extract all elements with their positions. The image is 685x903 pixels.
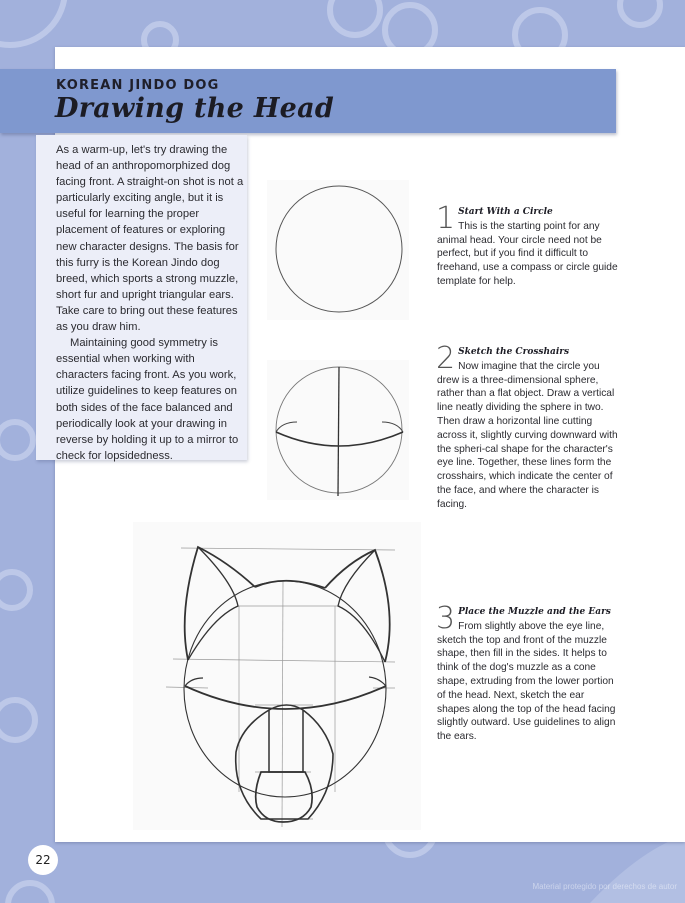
eye-line-back-right: [369, 677, 386, 686]
head-circle: [184, 581, 386, 797]
intro-text: [56, 142, 246, 464]
intro-paragraph: As a warm-up, let's try drawing the head of an anthropomorphized dog facing front. A straight-on shot is not a particularly exciting angle, but it is useful for learning the proper placement of features or exploring new character designs. The basis for this furry is the Korean Jindo dog breed, which sports a strong muzzle, short fur and upright triangular ears. Take care to bring out these features as you draw him.: [56, 144, 244, 334]
left-ear: [185, 547, 255, 660]
head-circle: [276, 186, 402, 312]
decorative-ring: [620, 0, 660, 25]
step-number: 1: [436, 201, 456, 236]
page-title: Drawing the Head: [55, 93, 335, 124]
step-3: [436, 601, 619, 744]
eye-line-back-right: [382, 422, 403, 432]
eye-line-back-left: [276, 422, 297, 432]
decorative-ring: [0, 700, 35, 740]
vertical-guideline: [338, 367, 339, 496]
step-heading: Start With a Circle: [458, 207, 553, 217]
construction-guidelines: [166, 548, 395, 827]
step-number: 3: [436, 601, 456, 636]
decorative-ring: [0, 422, 33, 458]
eye-line: [276, 432, 403, 446]
decorative-ring: [0, 0, 65, 45]
right-ear-inner: [338, 550, 385, 662]
decorative-ring: [8, 883, 52, 903]
decorative-ring: [330, 0, 380, 35]
step-1: [436, 201, 619, 289]
step-number: 2: [436, 341, 456, 376]
muzzle-sides: [236, 710, 333, 819]
copyright-watermark: Material protegido por derechos de autor: [532, 882, 677, 891]
left-ear-inner: [188, 547, 238, 660]
decorative-ring: [0, 572, 30, 608]
intro-paragraph: Maintaining good symmetry is essential when working with characters facing front. As you work, utilize guidelines to keep features on both sides of the face balanced and periodically look at your drawing in reverse by holding it up to a mirror to check for lopsidedness.: [56, 337, 239, 462]
head-top: [255, 581, 325, 588]
muzzle-bridge: [269, 705, 303, 772]
page-number: 22: [28, 845, 58, 875]
step-heading: Place the Muzzle and the Ears: [458, 607, 611, 617]
decorative-fur-swoosh: [590, 835, 685, 903]
step-body: Now imagine that the circle you drew is a three-dimensional sphere, rather than a flat object. Draw a vertical line neatly dividing the sphere in two. Then draw a horizontal line cutting across it, slightly curving downward with the spheri-cal shape for the character's eye line. Together, these lines form the crosshairs, which indicate the center of the face, and where the character is facing.: [437, 360, 618, 510]
eye-line-back-left: [185, 678, 203, 686]
step-heading: Sketch the Crosshairs: [458, 347, 570, 357]
step-body: From slightly above the eye line, sketch the top and front of the muzzle shape, then fill in the sides. It helps to think of the dog's muzzle as a cone shape, extruding from the lower portion of the head. Next, sketch the ear shapes along the top of the head facing slightly outward. Use guidelines to align the ears.: [437, 620, 616, 743]
step-body: This is the starting point for any animal head. Your circle need not be perfect, but if you find it difficult to freehand, use a compass or circle guide template for help.: [437, 220, 618, 287]
crosshairs-sketch: [267, 360, 409, 500]
step-2: [436, 341, 619, 512]
section-kicker: KOREAN JINDO DOG: [56, 78, 220, 93]
muzzle-ears-sketch: [133, 522, 421, 830]
circle-sketch: [267, 180, 409, 320]
